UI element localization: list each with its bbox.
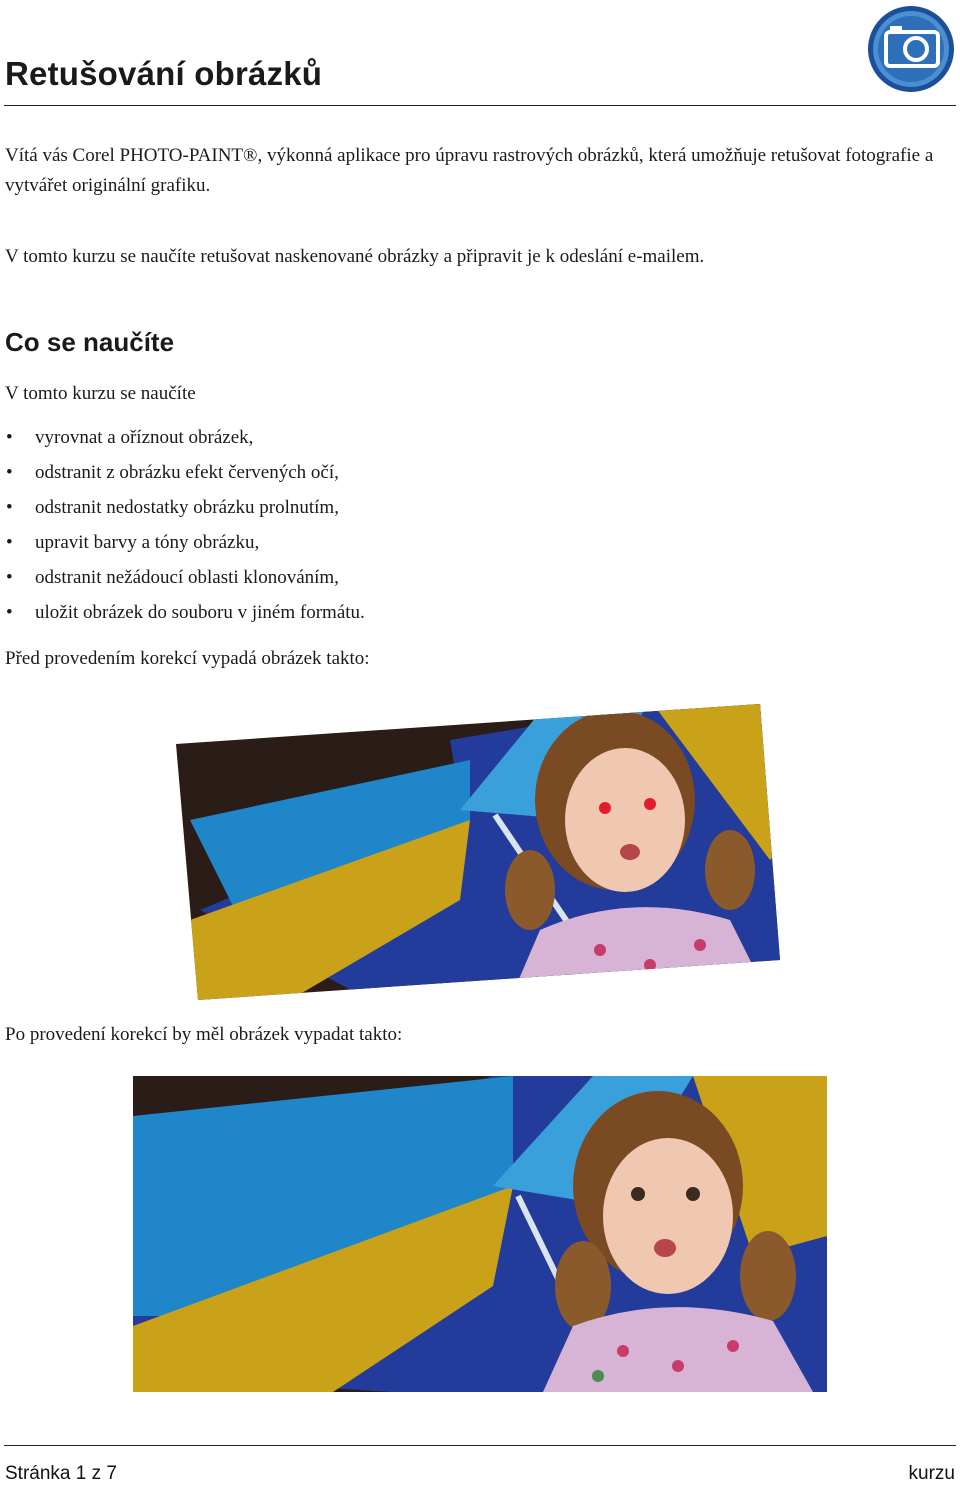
section-lead: V tomto kurzu se naučíte bbox=[5, 383, 196, 404]
list-item: • odstranit nedostatky obrázku prolnutím, bbox=[0, 493, 365, 528]
red-eye-left bbox=[599, 802, 611, 814]
list-item: • upravit barvy a tóny obrázku, bbox=[0, 528, 365, 563]
page-title: Retušování obrázků bbox=[5, 55, 323, 92]
learning-list bbox=[0, 423, 365, 633]
red-eye-right bbox=[644, 798, 656, 810]
list-item: • vyrovnat a oříznout obrázek, bbox=[0, 423, 365, 458]
list-item: • odstranit z obrázku efekt červených očí, bbox=[0, 458, 365, 493]
header-divider bbox=[4, 105, 956, 106]
list-item: • odstranit nežádoucí oblasti klonováním, bbox=[0, 563, 365, 598]
footer-label: kurzu bbox=[908, 1463, 955, 1484]
list-item: • uložit obrázek do souboru v jiném formátu. bbox=[0, 598, 365, 633]
camera-logo-icon bbox=[866, 4, 956, 94]
footer-divider bbox=[4, 1445, 956, 1446]
after-caption: Po provedení korekcí by měl obrázek vypadat takto: bbox=[5, 1024, 403, 1045]
intro-paragraph-2: V tomto kurzu se naučíte retušovat naskenované obrázky a připravit je k odeslání e-mailem. bbox=[5, 246, 705, 267]
section-heading: Co se naučíte bbox=[5, 327, 175, 357]
intro-paragraph-1: Vítá vás Corel PHOTO-PAINT®, výkonná aplikace pro úpravu rastrových obrázků, která umožňuje retušovat fotografie a vytvářet originální grafiku. bbox=[5, 145, 934, 196]
after-photo bbox=[133, 1076, 827, 1392]
before-caption: Před provedením korekcí vypadá obrázek takto: bbox=[5, 648, 370, 669]
before-photo bbox=[130, 700, 830, 1000]
page-number: Stránka 1 z 7 bbox=[5, 1463, 117, 1484]
